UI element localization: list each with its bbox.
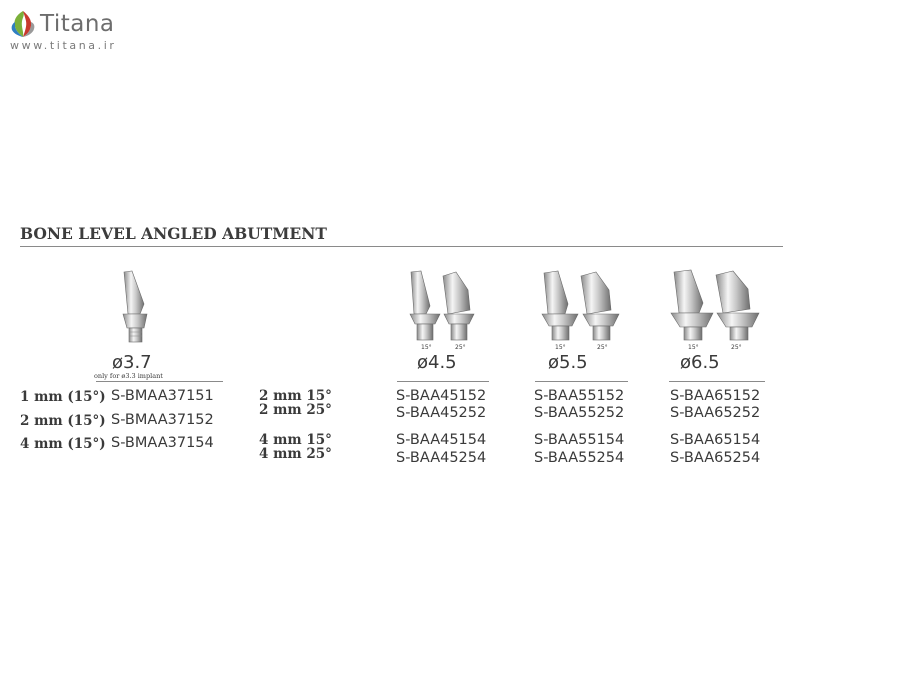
angle-label: 25° [455, 344, 466, 351]
abutment-pair-5-5-image [541, 270, 621, 342]
diameter-label-3-7: ø3.7 [112, 352, 152, 373]
abutment-narrow-image [118, 270, 154, 346]
product-code: S-BAA55152 [534, 388, 625, 404]
row-label-2mm-25: 2 mm 25° [259, 402, 332, 418]
angle-label: 15° [688, 344, 699, 351]
product-code: S-BAA55254 [534, 450, 625, 466]
column-divider-6-5 [669, 381, 765, 382]
product-code: S-BAA45152 [396, 388, 487, 404]
product-code: S-BAA65154 [670, 432, 761, 448]
product-code: S-BAA65252 [670, 405, 761, 421]
row-label-4mm-25: 4 mm 25° [259, 446, 332, 462]
title-divider [20, 246, 783, 247]
titana-logo-icon [8, 9, 38, 39]
product-code: S-BMAA37152 [111, 412, 214, 428]
row-label-2mm-15: 2 mm 15° [259, 388, 332, 404]
column-divider-5-5 [535, 381, 628, 382]
angle-label: 25° [597, 344, 608, 351]
product-code: S-BMAA37151 [111, 388, 214, 404]
brand-name: Titana [40, 11, 115, 37]
angle-label: 15° [421, 344, 432, 351]
row-label-1mm: 1 mm (15°) [20, 389, 106, 405]
product-code: S-BAA65254 [670, 450, 761, 466]
abutment-pair-4-5-image [408, 270, 478, 342]
diameter-note: only for ø3.3 implant [94, 372, 163, 380]
row-label-4mm-15: 4 mm 15° [259, 432, 332, 448]
row-label-2mm: 2 mm (15°) [20, 413, 106, 429]
row-label-4mm: 4 mm (15°) [20, 436, 106, 452]
column-divider-3-7 [96, 381, 223, 382]
angle-label: 25° [731, 344, 742, 351]
abutment-pair-6-5-image [671, 269, 761, 342]
diameter-label-5-5: ø5.5 [548, 352, 588, 373]
product-code: S-BAA45254 [396, 450, 487, 466]
diameter-label-6-5: ø6.5 [680, 352, 720, 373]
column-divider-4-5 [397, 381, 489, 382]
product-code: S-BMAA37154 [111, 435, 214, 451]
product-code: S-BAA45252 [396, 405, 487, 421]
product-code: S-BAA55154 [534, 432, 625, 448]
section-title: BONE LEVEL ANGLED ABUTMENT [20, 224, 327, 243]
product-code: S-BAA45154 [396, 432, 487, 448]
angle-label: 15° [555, 344, 566, 351]
brand-url: www.titana.ir [10, 39, 117, 52]
product-code: S-BAA65152 [670, 388, 761, 404]
product-code: S-BAA55252 [534, 405, 625, 421]
diameter-label-4-5: ø4.5 [417, 352, 457, 373]
